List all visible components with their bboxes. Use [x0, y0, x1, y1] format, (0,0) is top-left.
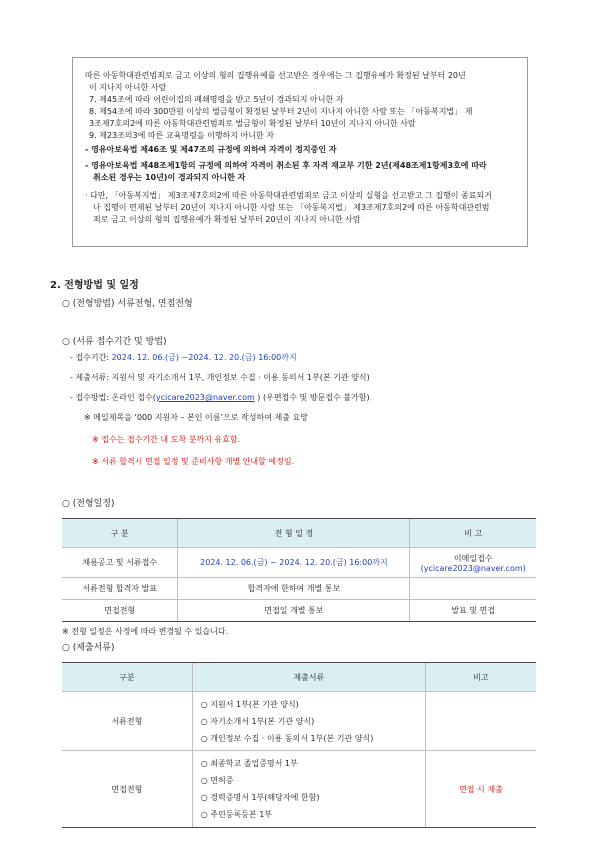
table-row — [62, 600, 536, 622]
box-line: 9. 제23조의3에 따른 교육명령을 이행하지 아니한 자 — [89, 131, 274, 140]
note-email[interactable]: (ycicare2023@naver.com) — [420, 563, 526, 573]
box-line: 3조제7호의2에 따른 아동학대관련범죄로 벌금형이 확정된 날부터 10년이 지나지 아니한 사람 — [89, 119, 416, 128]
disqualification-box — [72, 57, 528, 247]
section-title: 2. 전형방법 및 일정 — [50, 280, 139, 291]
header-cell: 비고 — [425, 663, 536, 692]
receipt-docs: - 제출서류: 지원서 및 자기소개서 1부, 개인정보 수집 · 이용 동의서 1부(본 기관 양식) — [70, 373, 370, 382]
stage-label: 면접전형 — [62, 751, 192, 828]
schedule-table — [62, 518, 536, 622]
email-link[interactable]: ycicare2023@naver.com — [155, 393, 255, 402]
schedule-value: 2024. 12. 06.(금) ~ 2024. 12. 20.(금) 16:00까지 — [178, 548, 410, 578]
method-line — [62, 298, 193, 310]
header-cell: 비 고 — [410, 519, 536, 548]
receipt-note-3: ※ 서류 합격시 면접 일정 및 준비사항 개별 안내할 예정임. — [92, 457, 295, 466]
method-head: ○ (전형방법) — [62, 299, 115, 309]
table-row — [62, 751, 536, 828]
box-bold-line: - 영유아보육법 제48조제1항의 규정에 의하여 자격이 취소된 후 자격 재교부 기한 2년(제48조제1항제3호에 따라 — [85, 161, 487, 170]
schedule-label: 서류전형 합격자 발표 — [62, 578, 178, 600]
box-note-line: · 다만, 「아동복지법」 제3조제7호의2에 따른 아동학대관련범죄로 금고 이상의 실형을 선고받고 그 집행이 종료되거 — [85, 191, 492, 200]
table-row — [62, 692, 536, 751]
box-line: 이 지나지 아니한 사람 — [89, 83, 167, 92]
method-rest: ) (우편접수 및 방문접수 불가함) — [254, 393, 370, 402]
header-cell: 구분 — [62, 663, 192, 692]
note-line: 이메일접수 — [453, 553, 493, 563]
box-note-line: 나 집행이 면제된 날부터 20년이 지나지 아니한 사람 또는 「아동복지법」 제3조제7호의2에 따른 아동학대관련범 — [93, 203, 490, 212]
method-value: 서류전형, 면접전형 — [117, 299, 193, 309]
schedule-value: 합격자에 한하여 개별 통보 — [178, 578, 410, 600]
submit-table — [62, 662, 536, 828]
table-row — [62, 578, 536, 600]
box-line: 따른 아동학대관련범죄로 금고 이상의 형의 집행유예를 선고받은 경우에는 그 집행유예가 확정된 날부터 20년 — [85, 71, 466, 80]
table-header-row — [62, 663, 536, 692]
period-label: - 접수기간: — [70, 353, 112, 362]
box-bold-line: - 영유아보육법 제46조 및 제47조의 규정에 의하여 자격이 정지중인 자 — [85, 145, 337, 154]
submit-head: ○ (제출서류) — [62, 643, 115, 653]
list-item: ○ 지원서 1부(본 기관 양식) — [200, 699, 299, 709]
header-cell: 전 형 일 정 — [178, 519, 410, 548]
header-cell: 제출서류 — [192, 663, 425, 692]
list-item: ○ 최종학교 졸업증명서 1부 — [200, 759, 298, 768]
interview-list — [192, 751, 425, 828]
doc-list — [192, 692, 425, 751]
list-item: ○ 주민등록등본 1부 — [200, 810, 273, 819]
schedule-note — [410, 548, 536, 578]
schedule-footnote: ※ 전형 일정은 사정에 따라 변경될 수 있습니다. — [62, 627, 229, 636]
schedule-label: 채용공고 및 서류접수 — [62, 548, 178, 578]
box-line: 8. 제54조에 따라 300만원 이상의 벌금형이 확정된 날부터 2년이 지나지 아니한 사람 또는 「아동복지법」 제 — [89, 107, 473, 116]
method-label: - 접수방법: 온라인 접수( — [70, 393, 156, 402]
box-line: 7. 제45조에 따라 어린이집의 폐쇄명령을 받고 5년이 경과되지 아니한 자 — [89, 95, 344, 104]
schedule-head: ○ (전형일정) — [62, 499, 115, 509]
list-item: ○ 개인정보 수집 · 이용 동의서 1부(본 기관 양식) — [200, 733, 374, 743]
box-note-line: 죄로 금고 이상의 형의 집행유예가 확정된 날부터 20년이 지나지 아니한 사람 — [93, 215, 361, 224]
schedule-note — [410, 578, 536, 600]
receipt-method — [70, 392, 370, 404]
list-item: ○ 자기소개서 1부(본 기관 양식) — [200, 716, 315, 726]
schedule-value: 면접일 개별 통보 — [178, 600, 410, 622]
list-item: ○ 면허증 — [200, 776, 234, 785]
table-header-row — [62, 519, 536, 548]
schedule-label: 면접전형 — [62, 600, 178, 622]
schedule-note: 발표 및 면접 — [410, 600, 536, 622]
receipt-note-2: ※ 접수는 접수기간 내 도착 분까지 유효함. — [92, 435, 241, 444]
receipt-period — [70, 352, 297, 364]
receipt-note-1: ※ 메일제목을 ‘000 지원자 – 본인 이름’으로 작성하여 제출 요망 — [84, 413, 308, 422]
interview-note: 면접 시 제출 — [425, 751, 536, 828]
period-value: 2024. 12. 06.(금) ~2024. 12. 20.(금) 16:00까지 — [111, 353, 297, 362]
header-cell: 구 분 — [62, 519, 178, 548]
doc-note — [425, 692, 536, 751]
receipt-head: ○ (서류 접수기간 및 방법) — [62, 337, 167, 347]
list-item: ○ 경력증명서 1부(해당자에 한함) — [200, 793, 320, 802]
table-row — [62, 548, 536, 578]
box-bold-line: 취소된 경우는 10년)이 경과되지 아니한 자 — [93, 173, 246, 182]
stage-label: 서류전형 — [62, 692, 192, 751]
